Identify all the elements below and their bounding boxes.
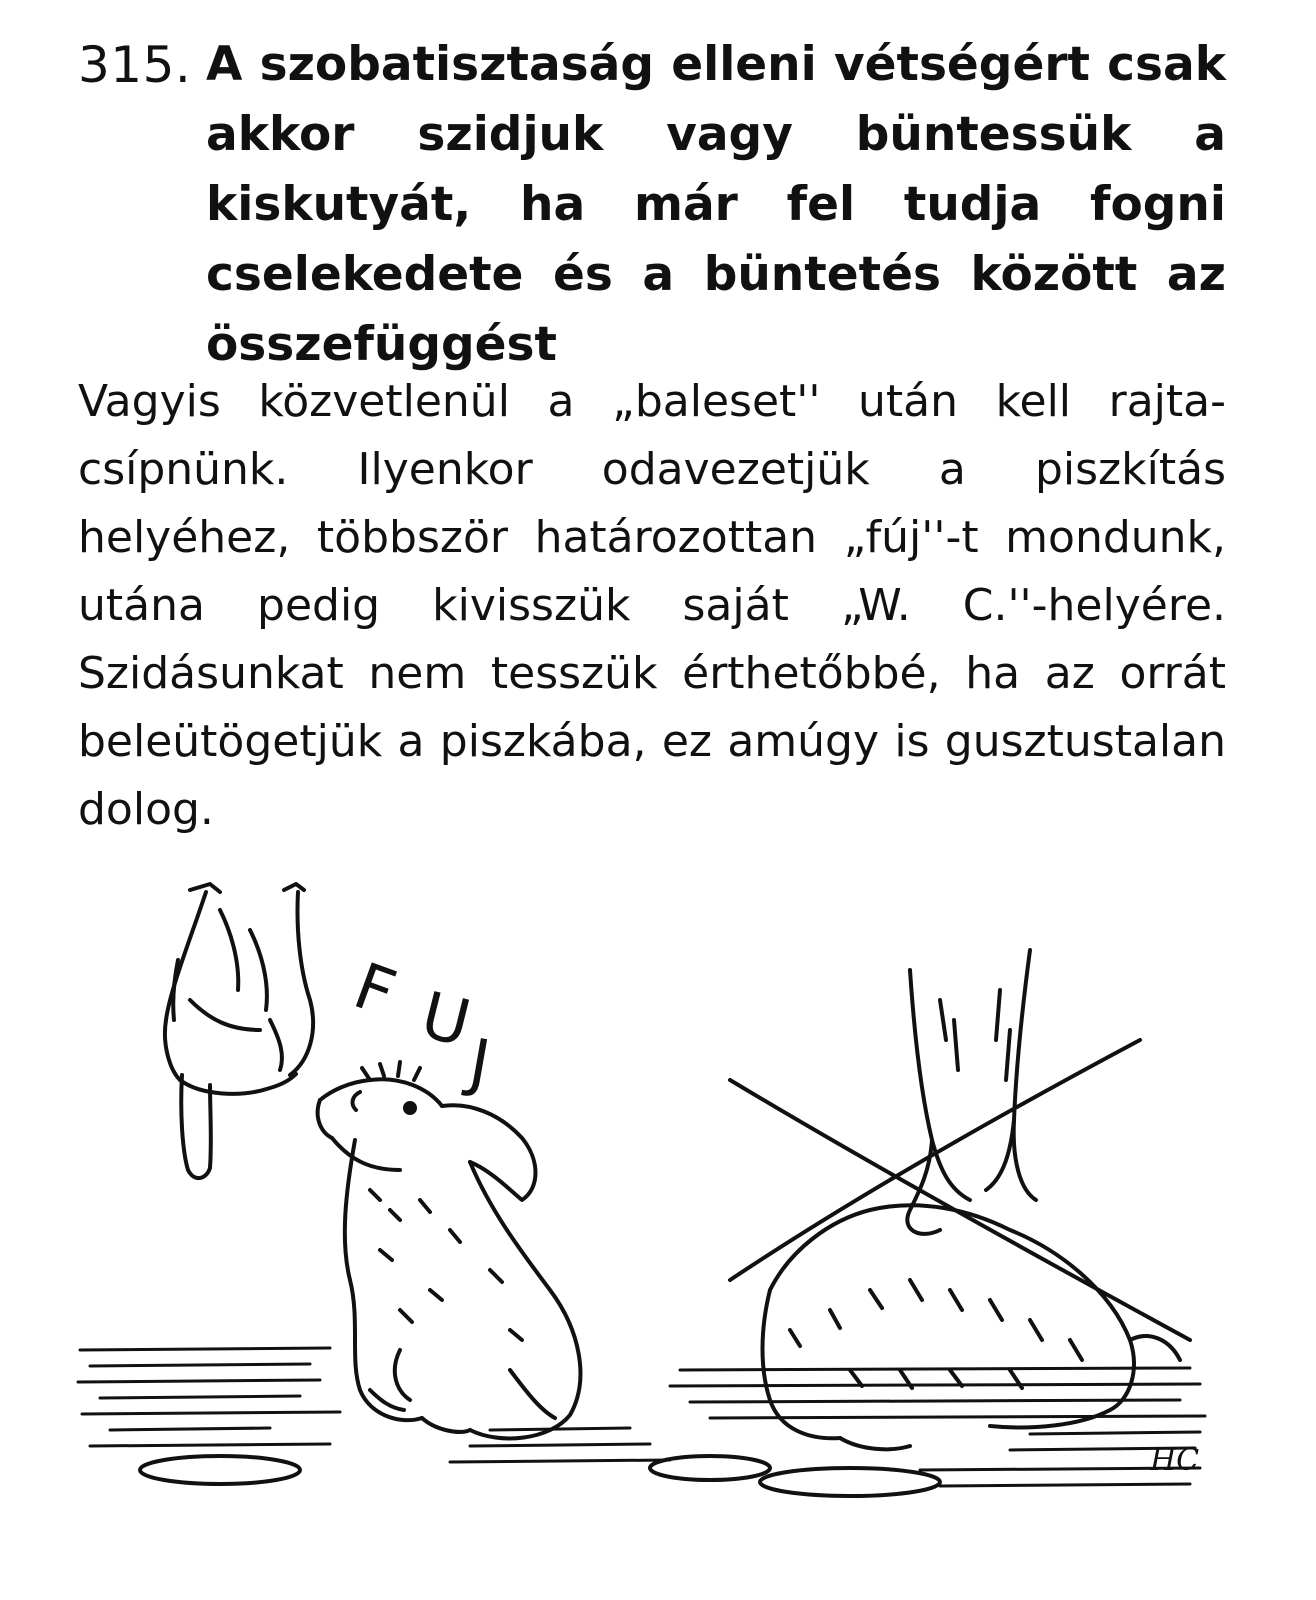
- fuj-letter-3: J: [463, 1025, 496, 1102]
- puppy-training-illustration: [70, 870, 1230, 1530]
- pointing-hand: [165, 884, 313, 1178]
- cross-out-mark: [730, 1040, 1190, 1340]
- crouching-puppy: [763, 1205, 1181, 1449]
- fuj-letter-2: U: [413, 978, 478, 1062]
- entry-body: Vagyis közvetlenül a „baleset'' után kell rajtacsípnünk. Ilyenkor odavezetjük a piszkítás helyéhez, többször határozottan „fúj''-t mondunk, utána pedig kivisszük saját „W. C.''-helyére. Szidásunkat nem tesszük érthetőbbé, ha az orrát beleütögetjük a piszkába, ez amúgy is gusztustalan dolog.: [78, 376, 1226, 835]
- fuj-letter-1: F: [344, 949, 405, 1032]
- entry-number: 315.: [78, 36, 192, 94]
- illustration-svg: [70, 870, 1230, 1530]
- floor-hatching: [78, 1348, 1205, 1486]
- sitting-puppy: [318, 1062, 581, 1438]
- person-legs: [907, 950, 1036, 1234]
- artist-signature: [1149, 1443, 1199, 1478]
- entry-heading: A szobatisztaság elleni vétségért csak akkor szidjuk vagy büntessük a kiskutyát, ha már fel tudja fogni cselekedete és a büntetés között az összefüggést: [206, 37, 1226, 372]
- signature-text: HC: [1150, 1443, 1200, 1478]
